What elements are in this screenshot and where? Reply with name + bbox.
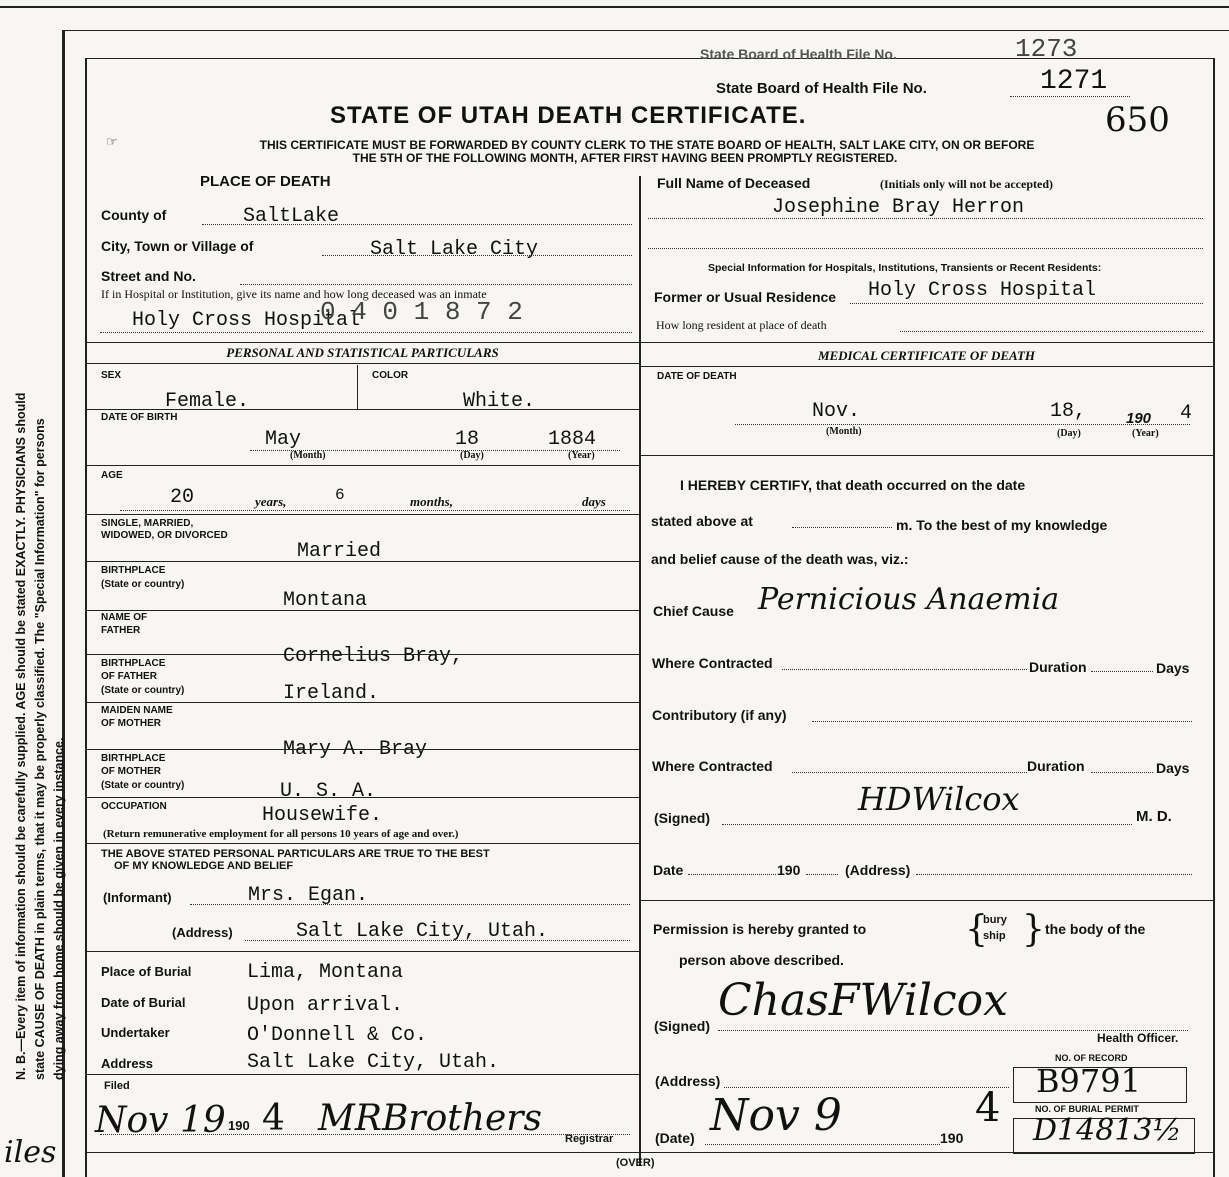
burial-address-label: Address bbox=[101, 1056, 154, 1071]
street-label: Street and No. bbox=[101, 268, 196, 284]
age-months: 6 bbox=[335, 486, 345, 504]
permit-year-suffix: 4 bbox=[975, 1085, 1001, 1131]
dod-label: DATE OF DEATH bbox=[657, 371, 737, 382]
permit-ship: ship bbox=[983, 930, 1006, 942]
father-value: Cornelius Bray, bbox=[283, 645, 464, 668]
father-bp-label3: (State or country) bbox=[101, 685, 185, 696]
dob-month-label: (Month) bbox=[290, 450, 326, 461]
chief-cause-value: Pernicious Anaemia bbox=[758, 582, 1060, 617]
officer-signature: ChasFWilcox bbox=[718, 975, 1008, 1026]
how-long-line bbox=[900, 331, 1203, 332]
marital-value: Married bbox=[297, 540, 382, 563]
record-label: NO. OF RECORD bbox=[1055, 1053, 1128, 1063]
birthplace-value: Montana bbox=[283, 589, 368, 612]
side-note-line2: state CAUSE OF DEATH in plain terms, that it may be properly classified. The "Special Information" for persons bbox=[33, 418, 47, 1080]
informant-address-value: Salt Lake City, Utah. bbox=[296, 920, 549, 943]
registrar-signature: MRBrothers bbox=[318, 1098, 542, 1139]
informant-label: (Informant) bbox=[103, 890, 172, 905]
mother-bp-label3: (State or country) bbox=[101, 780, 185, 791]
certify-line3: and belief cause of the death was, viz.: bbox=[651, 551, 909, 567]
filed-label: Filed bbox=[104, 1080, 130, 1092]
marital-rule bbox=[86, 561, 639, 562]
occupation-label: OCCUPATION bbox=[101, 801, 167, 812]
birthplace-label2: (State or country) bbox=[101, 579, 185, 590]
age-years: 20 bbox=[170, 486, 195, 509]
brace-left: { bbox=[965, 909, 988, 950]
duration2-label: Duration bbox=[1027, 758, 1085, 774]
where-contracted-line bbox=[782, 669, 1027, 670]
father-bp-label1: BIRTHPLACE bbox=[101, 658, 166, 669]
where-contracted2-line bbox=[792, 772, 1027, 773]
officer-signed-label: (Signed) bbox=[654, 1018, 710, 1034]
marital-label1: SINGLE, MARRIED, bbox=[101, 518, 194, 529]
filed-year-suffix: 4 bbox=[262, 1098, 285, 1139]
father-bp-rule bbox=[86, 702, 639, 703]
city-value: Salt Lake City bbox=[370, 238, 539, 261]
page-title: STATE OF UTAH DEATH CERTIFICATE. bbox=[330, 102, 807, 129]
certify-line2a: stated above at bbox=[651, 513, 753, 529]
occupation-rule bbox=[86, 843, 639, 844]
medical-bottom-rule bbox=[640, 900, 1213, 901]
undertaker-label: Undertaker bbox=[101, 1025, 170, 1040]
burial-address-value: Salt Lake City, Utah. bbox=[247, 1051, 500, 1074]
burial-permit-label: NO. OF BURIAL PERMIT bbox=[1035, 1104, 1139, 1114]
chief-cause-label: Chief Cause bbox=[653, 603, 734, 619]
county-label: County of bbox=[101, 207, 167, 223]
birthplace-label1: BIRTHPLACE bbox=[101, 565, 166, 576]
age-rule bbox=[86, 514, 639, 515]
burial-place-value: Lima, Montana bbox=[247, 961, 404, 984]
personal-top-rule bbox=[86, 342, 639, 343]
color-label: COLOR bbox=[372, 370, 409, 381]
mother-bp-value: U. S. A. bbox=[280, 780, 377, 803]
file-no: 1271 bbox=[1040, 66, 1108, 97]
filed-date: Nov 19 bbox=[95, 1100, 226, 1141]
physician-signature: HDWilcox bbox=[858, 780, 1020, 818]
physician-signed-label: (Signed) bbox=[654, 810, 710, 826]
column-divider bbox=[639, 176, 641, 1166]
mother-value: Mary A. Bray bbox=[283, 738, 428, 761]
med-address-label: (Address) bbox=[845, 862, 911, 878]
deceased-name-line2 bbox=[648, 248, 1203, 249]
permit-no: D14813½ bbox=[1033, 1113, 1182, 1148]
county-value: SaltLake bbox=[243, 205, 340, 228]
affirm-line2: OF MY KNOWLEDGE AND BELIEF bbox=[114, 860, 294, 872]
sex-rule bbox=[86, 409, 639, 410]
dob-year: 1884 bbox=[548, 428, 597, 451]
undertaker-value: O'Donnell & Co. bbox=[247, 1024, 428, 1047]
residence-value: Holy Cross Hospital bbox=[868, 279, 1097, 302]
sex-value: Female. bbox=[165, 390, 250, 413]
medical-heading: MEDICAL CERTIFICATE OF DEATH bbox=[817, 348, 1036, 363]
duration-line bbox=[1091, 671, 1153, 672]
personal-heading: PERSONAL AND STATISTICAL PARTICULARS bbox=[226, 345, 499, 360]
affirm-line1: THE ABOVE STATED PERSONAL PARTICULARS ARE TRUE TO THE BEST bbox=[101, 848, 490, 860]
city-label: City, Town or Village of bbox=[101, 238, 254, 254]
occupation-value: Housewife. bbox=[262, 804, 383, 827]
deceased-name-line bbox=[648, 218, 1203, 219]
dod-day-label: (Day) bbox=[1057, 428, 1081, 439]
medical-heading-rule bbox=[640, 366, 1213, 367]
med-date-label: Date bbox=[653, 862, 684, 878]
dod-line bbox=[735, 424, 1190, 425]
dob-label: DATE OF BIRTH bbox=[101, 412, 178, 423]
color-value: White. bbox=[463, 390, 536, 413]
permit-text-a: Permission is hereby granted to bbox=[653, 921, 867, 937]
permit-address-line bbox=[724, 1087, 1009, 1088]
deceased-name-value: Josephine Bray Herron bbox=[772, 196, 1025, 219]
mother-bp-label2: OF MOTHER bbox=[101, 766, 161, 777]
margin-scrawl: iles bbox=[4, 1135, 57, 1170]
registrar-label: Registrar bbox=[565, 1133, 614, 1145]
dob-month: May bbox=[265, 428, 302, 451]
dod-year-prefix: 190 bbox=[1126, 410, 1152, 427]
years-label: years, bbox=[255, 494, 287, 509]
mother-bp-rule bbox=[86, 797, 639, 798]
residence-label: Former or Usual Residence bbox=[654, 289, 837, 305]
certify-time-line bbox=[792, 527, 892, 528]
md-label: M. D. bbox=[1136, 808, 1172, 825]
dod-year-suffix: 4 bbox=[1180, 402, 1193, 425]
where-contracted-label: Where Contracted bbox=[652, 655, 773, 671]
record-no: B9791 bbox=[1036, 1062, 1141, 1100]
mother-rule bbox=[86, 749, 639, 750]
duration2-line bbox=[1091, 772, 1153, 773]
special-info-label: Special Information for Hospitals, Institutions, Transients or Recent Residents: bbox=[708, 262, 1102, 274]
deceased-name-note: (Initials only will not be accepted) bbox=[880, 177, 1053, 191]
age-line bbox=[120, 510, 630, 511]
marital-label2: WIDOWED, OR DIVORCED bbox=[101, 530, 228, 541]
contributory-line bbox=[812, 721, 1192, 722]
over-label: (OVER) bbox=[616, 1157, 655, 1169]
mother-bp-label1: BIRTHPLACE bbox=[101, 753, 166, 764]
institution-label: If in Hospital or Institution, give its name and how long deceased was an inmate bbox=[101, 287, 487, 301]
dob-rule bbox=[86, 465, 639, 466]
days2-label: Days bbox=[1156, 760, 1190, 776]
institution-line bbox=[100, 332, 632, 333]
file-label: State Board of Health File No. bbox=[716, 80, 927, 97]
days-label: days bbox=[582, 494, 606, 509]
mother-label1: MAIDEN NAME bbox=[101, 705, 173, 716]
filed-year-prefix: 190 bbox=[228, 1118, 250, 1133]
ref-no: 650 bbox=[1105, 100, 1170, 140]
informant-rule bbox=[86, 951, 639, 952]
side-note bbox=[12, 80, 69, 1080]
permit-text-b: the body of the bbox=[1045, 921, 1146, 937]
dod-month-label: (Month) bbox=[826, 426, 862, 437]
frame-top bbox=[0, 6, 1229, 8]
permit-date: Nov 9 bbox=[710, 1090, 842, 1141]
burial-date-value: Upon arrival. bbox=[247, 994, 404, 1017]
physician-signed-line bbox=[722, 824, 1132, 825]
burial-rule bbox=[86, 1074, 639, 1075]
burial-place-label: Place of Burial bbox=[101, 964, 192, 979]
permit-bury: bury bbox=[983, 914, 1007, 926]
footer-rule bbox=[86, 1152, 1213, 1153]
med-date-line bbox=[688, 874, 776, 875]
occupation-note: (Return remunerative employment for all persons 10 years of age and over.) bbox=[103, 828, 459, 840]
sex-color-divider bbox=[357, 365, 358, 409]
birthplace-rule bbox=[86, 610, 639, 611]
age-label: AGE bbox=[101, 470, 123, 481]
street-line bbox=[240, 284, 632, 285]
notice-line1: THIS CERTIFICATE MUST BE FORWARDED BY COUNTY CLERK TO THE STATE BOARD OF HEALTH, SALT LAKE CITY, ON OR BEFORE bbox=[259, 138, 1035, 152]
registrar-line bbox=[100, 1134, 630, 1135]
dob-day: 18 bbox=[455, 428, 480, 451]
informant-value: Mrs. Egan. bbox=[248, 884, 369, 907]
personal-heading-rule bbox=[86, 363, 639, 364]
certify-line1: I HEREBY CERTIFY, that death occurred on the date bbox=[680, 477, 1026, 493]
dod-year-label: (Year) bbox=[1132, 428, 1159, 439]
officer-label: Health Officer. bbox=[1097, 1031, 1179, 1045]
how-long-label: How long resident at place of death bbox=[656, 318, 827, 332]
dob-day-label: (Day) bbox=[460, 450, 484, 461]
father-label1: NAME OF bbox=[101, 612, 148, 623]
side-note-line1: N. B.—Every item of information should be carefully supplied. AGE should be stated EXACTLY. PHYSICIANS should bbox=[14, 392, 28, 1080]
mother-label2: OF MOTHER bbox=[101, 718, 161, 729]
frame-left-inner bbox=[85, 58, 87, 1177]
notice-line2: THE 5TH OF THE FOLLOWING MONTH, AFTER FIRST HAVING BEEN PROMPTLY REGISTERED. bbox=[352, 151, 898, 165]
deceased-name-label: Full Name of Deceased bbox=[657, 175, 811, 191]
burial-date-label: Date of Burial bbox=[101, 995, 186, 1010]
certify-line2b: m. To the best of my knowledge bbox=[896, 517, 1108, 533]
permit-text-c: person above described. bbox=[679, 952, 844, 968]
days-label: Days bbox=[1156, 660, 1190, 676]
permit-date-line bbox=[705, 1144, 940, 1145]
institution-value: Holy Cross Hospital bbox=[132, 309, 361, 332]
father-bp-value: Ireland. bbox=[283, 682, 380, 705]
med-date-year: 190 bbox=[777, 862, 801, 878]
father-bp-label2: OF FATHER bbox=[101, 671, 157, 682]
prior-file-label: State Board of Health File No. bbox=[700, 46, 897, 62]
frame-top-inner bbox=[62, 30, 1229, 31]
dod-day: 18, bbox=[1050, 400, 1087, 423]
side-note-line3: dying away from home should be given in every instance. bbox=[52, 737, 66, 1080]
duration-label: Duration bbox=[1029, 659, 1087, 675]
dod-rule bbox=[640, 455, 1213, 456]
brace-right: } bbox=[1022, 909, 1045, 950]
permit-year-prefix: 190 bbox=[940, 1130, 964, 1146]
dod-month: Nov. bbox=[812, 400, 861, 423]
prior-file-no: 1273 bbox=[1015, 34, 1078, 64]
hand-pointer-icon: ☞ bbox=[106, 134, 118, 149]
frame-right bbox=[1213, 58, 1215, 1177]
dob-year-label: (Year) bbox=[568, 450, 595, 461]
permit-address-label: (Address) bbox=[655, 1073, 721, 1089]
where-contracted2-label: Where Contracted bbox=[652, 758, 773, 774]
stamp-number: 0 4 0 1 8 7 2 bbox=[320, 297, 523, 327]
med-date-year-line bbox=[806, 874, 838, 875]
permit-date-label: (Date) bbox=[655, 1130, 695, 1146]
sex-label: SEX bbox=[101, 370, 122, 381]
contributory-label: Contributory (if any) bbox=[652, 707, 787, 723]
medical-top-rule bbox=[640, 342, 1213, 343]
father-rule bbox=[86, 654, 639, 655]
months-label: months, bbox=[410, 494, 453, 509]
informant-address-label: (Address) bbox=[172, 925, 233, 940]
place-of-death-heading: PLACE OF DEATH bbox=[200, 173, 331, 190]
residence-line bbox=[850, 303, 1203, 304]
med-address-line bbox=[916, 874, 1192, 875]
father-label2: FATHER bbox=[101, 625, 141, 636]
